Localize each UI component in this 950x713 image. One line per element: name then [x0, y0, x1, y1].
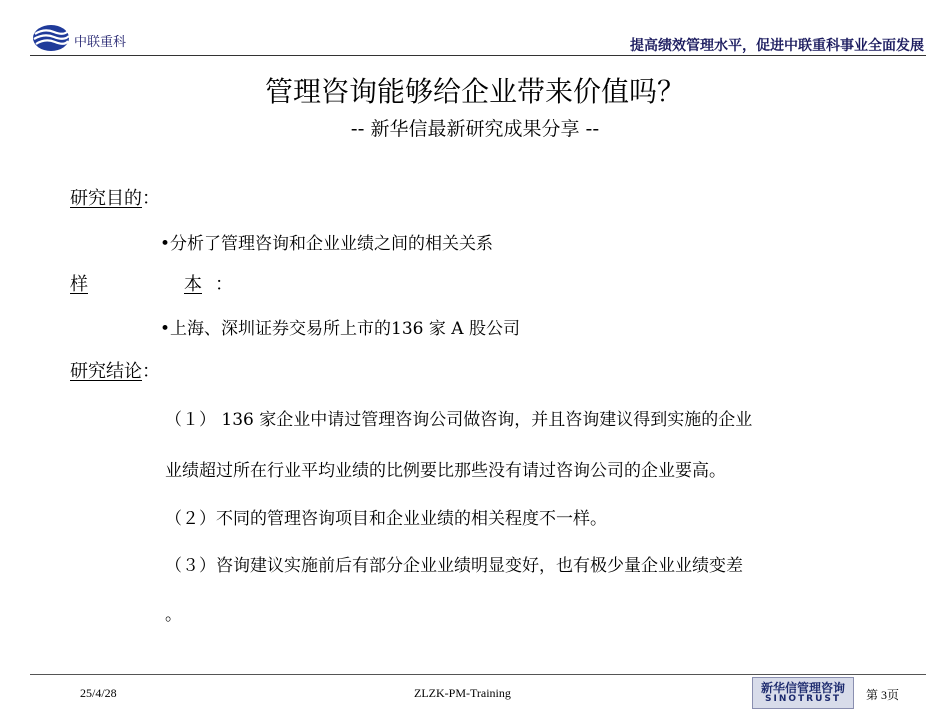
zoomlion-wave-icon [32, 24, 70, 52]
sample-heading-right: 本 [184, 274, 202, 295]
conclusion-paragraph: 业绩超过所在行业平均业绩的比例要比那些没有请过咨询公司的企业要高。 [165, 461, 726, 481]
conclusion-paragraph: （２）不同的管理咨询项目和企业业绩的相关程度不一样。 [165, 509, 607, 529]
sample-heading-left: 样 [70, 274, 88, 295]
sinotrust-logo-cn: 新华信管理咨询 [760, 681, 845, 695]
purpose-bullet: •分析了管理咨询和企业业绩之间的相关关系 [160, 234, 494, 254]
sinotrust-logo-en: SINOTRUST [764, 694, 841, 704]
footer-center-text: ZLZK-PM-Training [414, 686, 511, 700]
purpose-heading-text: 研究目的 [70, 188, 142, 209]
header-slogan: 提高绩效管理水平，促进中联重科事业全面发展 [630, 38, 924, 54]
page-title: 管理咨询能够给企业带来价值吗？ [264, 75, 685, 108]
footer-date: 25/4/28 [80, 686, 117, 700]
conclusion-heading [70, 357, 160, 383]
conclusion-paragraph: （３）咨询建议实施前后有部分企业业绩明显变好，也有极少量企业业绩变差 [165, 556, 743, 576]
page-subtitle: -- 新华信最新研究成果分享 -- [350, 118, 600, 140]
page-number: 第 3页 [866, 688, 900, 702]
footer-divider [30, 674, 926, 675]
purpose-heading [70, 184, 160, 210]
sample-heading-colon: ： [215, 274, 233, 295]
conclusion-paragraph: 。 [165, 605, 182, 625]
conclusion-heading-text: 研究结论 [70, 361, 142, 382]
sinotrust-logo [752, 677, 854, 709]
purpose-heading-colon: ： [142, 188, 160, 209]
sample-bullet: •上海、深圳证券交易所上市的136 家 A 股公司 [160, 319, 520, 339]
conclusion-paragraph: （１） 136 家企业中请过管理咨询公司做咨询，并且咨询建议得到实施的企业 [165, 410, 753, 430]
conclusion-heading-colon: ： [142, 361, 160, 382]
company-name: 中联重科 [74, 35, 127, 50]
sample-heading [70, 270, 233, 296]
header-divider [30, 55, 926, 56]
